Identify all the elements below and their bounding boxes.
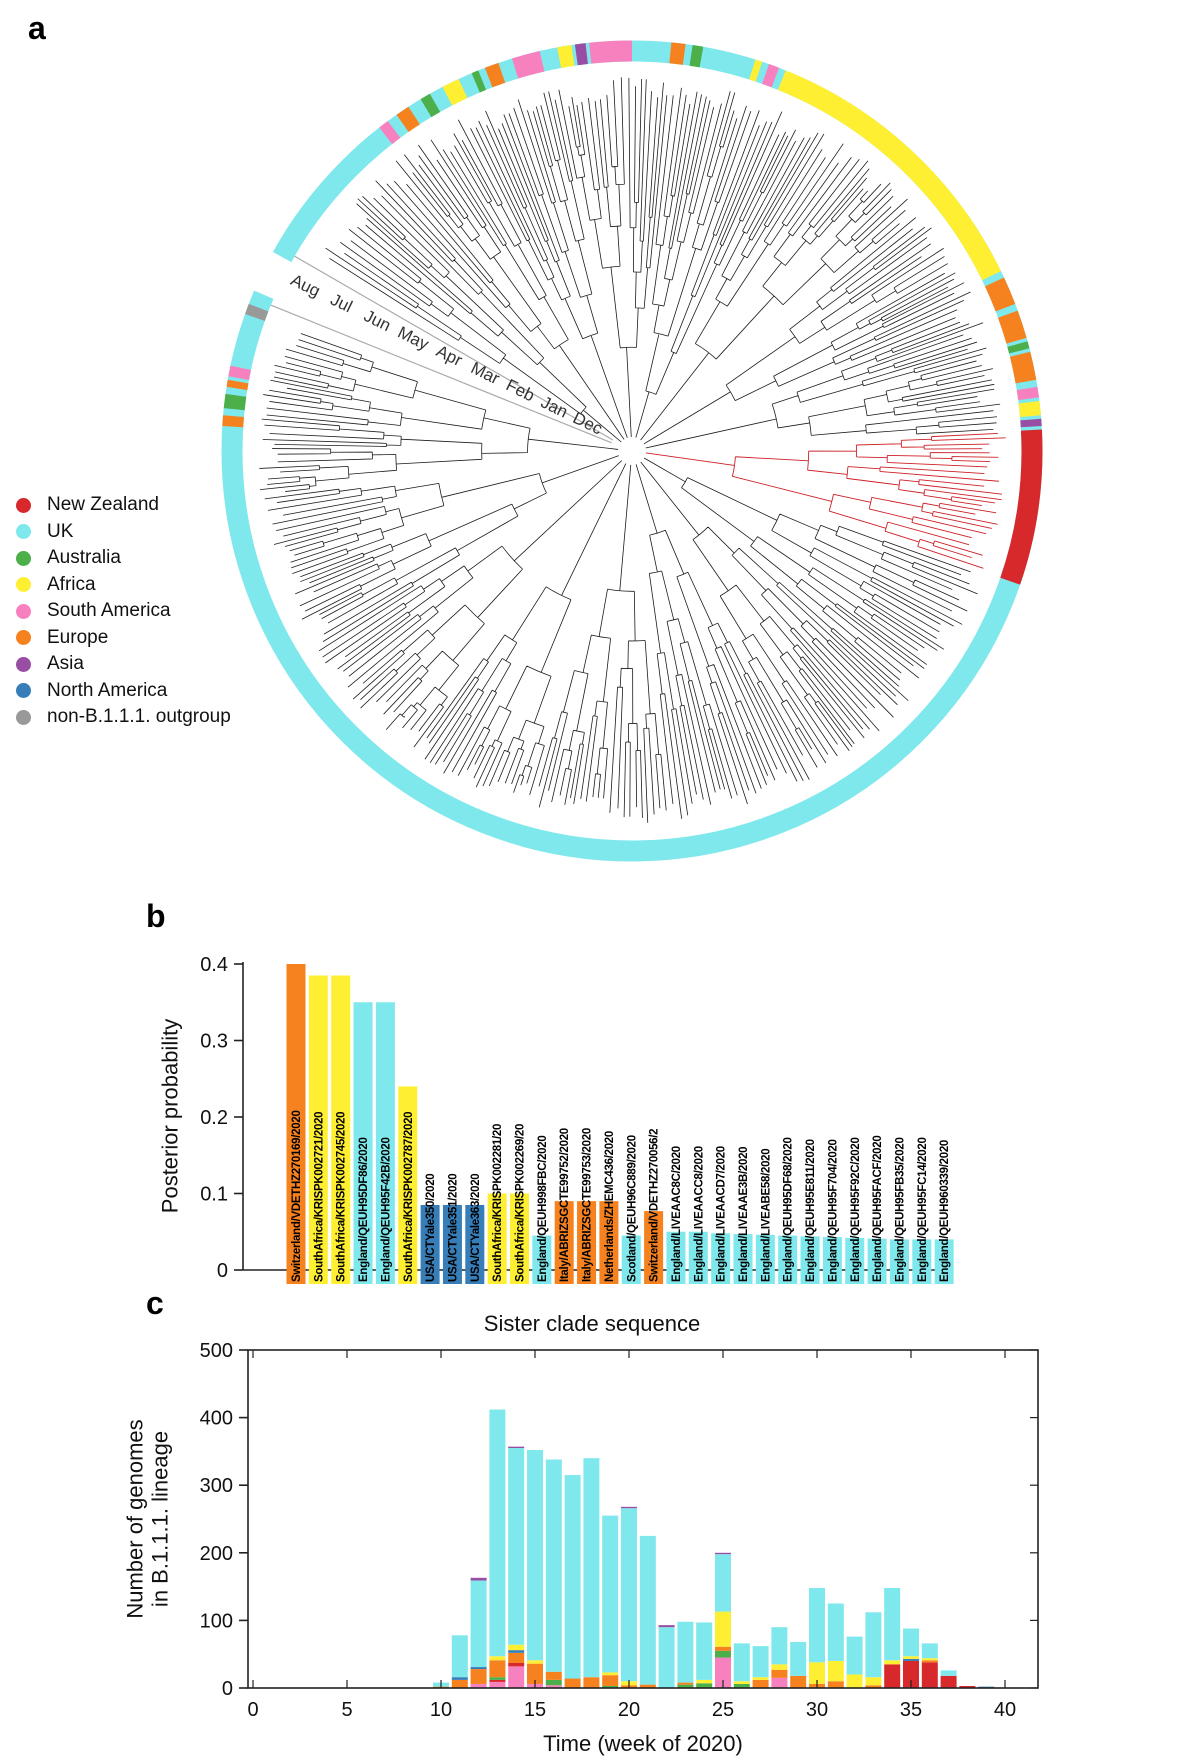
ring-gap [264, 257, 282, 295]
c-bar-segment-new_zealand [922, 1662, 938, 1688]
ring-segment-south_america [1027, 388, 1029, 398]
panel-c-xlabel: Time (week of 2020) [543, 1731, 743, 1756]
b-bar-label: SouthAfrica/KRISPK002721/2020 [313, 1111, 326, 1282]
ring-segment-australia [1017, 344, 1019, 351]
legend-label: Australia [47, 547, 121, 569]
ring-segment-asia [576, 54, 586, 55]
month-label: May [394, 322, 432, 354]
panel-c-chart [200, 1340, 1038, 1721]
c-bar-segment-africa [903, 1656, 919, 1659]
c-bar-segment-europe [602, 1675, 618, 1686]
b-bar-label: SouthAfrica/KRISPK002745/2020 [335, 1111, 348, 1282]
legend-item [16, 651, 231, 678]
legend-label: UK [47, 520, 74, 542]
c-bar-segment-africa [734, 1681, 750, 1684]
legend-dot-africa [16, 577, 31, 592]
b-bar-label: England/QEUH95FC14/2020 [916, 1137, 929, 1282]
c-bar-segment-uk [621, 1508, 637, 1681]
c-bar-segment-asia [715, 1553, 731, 1554]
b-bar-label: England/QEUH95F92C/2020 [849, 1137, 862, 1282]
c-bar-segment-uk [602, 1516, 618, 1673]
b-bar-label: Italy/ABRIZSGCTE99753/2020 [581, 1128, 594, 1282]
c-bar-segment-uk [941, 1670, 957, 1675]
legend-dot-asia [16, 657, 31, 672]
b-bar-label: England/LIVEAAE3B/2020 [738, 1146, 750, 1282]
legend-item [16, 704, 231, 731]
tree-branches [259, 77, 1000, 822]
b-bar-label: USA/CTYale351/2020 [447, 1173, 460, 1282]
c-bar-segment-europe [790, 1676, 806, 1688]
b-bar-label: England/QEUH95FACF/2020 [872, 1135, 885, 1282]
c-bar-segment-uk [565, 1475, 581, 1678]
c-bar-segment-africa [508, 1645, 524, 1650]
ring-segment-south_america [590, 51, 632, 53]
month-label: Aug [287, 270, 324, 301]
legend-label: Europe [47, 626, 109, 648]
c-bar-segment-africa [922, 1658, 938, 1660]
c-bar-segment-africa [865, 1677, 881, 1685]
panel-b-label: b [146, 898, 166, 934]
c-bar-segment-europe [489, 1660, 505, 1677]
c-x-tick-label: 15 [523, 1699, 547, 1721]
c-y-tick-label: 0 [221, 1678, 233, 1700]
c-bar-segment-uk [847, 1637, 863, 1675]
month-label: Mar [467, 358, 503, 389]
c-y-tick-label: 200 [199, 1542, 233, 1565]
ring-segment-europe [233, 416, 234, 426]
c-bar-segment-uk [659, 1627, 675, 1688]
month-label: Apr [433, 341, 466, 371]
c-bar-segment-uk [753, 1646, 769, 1677]
c-bar-segment-europe [715, 1647, 731, 1651]
c-bar-segment-north_america [471, 1667, 487, 1669]
legend-dot-north_america [16, 683, 31, 698]
ring-segment-europe [995, 282, 1006, 308]
ring-segment-europe [489, 73, 502, 78]
ring-segment-south_america [515, 61, 542, 68]
legend-label: Africa [47, 573, 96, 595]
legend-item [16, 545, 231, 572]
b-bar-label: England/QEUH95DF86/2020 [358, 1137, 371, 1282]
c-bar-segment-australia [546, 1680, 562, 1685]
ring-segment-europe [1008, 314, 1017, 341]
ring-segment-outgroup [255, 308, 259, 318]
c-bar-segment-uk [452, 1635, 468, 1677]
c-bar-segment-new_zealand [489, 1680, 505, 1682]
c-bar-segment-europe [546, 1672, 562, 1680]
b-bar-label: USA/CTYale350/2020 [425, 1173, 438, 1282]
phylogenetic-tree [259, 77, 1005, 822]
ring-segment-europe [403, 116, 415, 124]
c-bar-segment-europe [452, 1680, 468, 1688]
c-bar-segment-africa [696, 1680, 712, 1683]
ring-segment-africa [752, 70, 759, 72]
c-bar-segment-uk [489, 1409, 505, 1656]
c-bar-segment-uk [809, 1588, 825, 1662]
legend-dot-australia [16, 551, 31, 566]
c-y-tick-label: 500 [199, 1340, 233, 1362]
c-bar-segment-south_america [489, 1682, 505, 1688]
panel-c-ylabel-line1: Number of genomes [122, 1419, 148, 1619]
legend-label: South America [47, 600, 171, 622]
c-bar-segment-europe [922, 1660, 938, 1662]
c-bar-segment-asia [471, 1578, 487, 1581]
legend-item [16, 572, 231, 599]
c-bar-segment-uk [865, 1612, 881, 1677]
b-bar-label: England/LIVEAAC8C/2020 [670, 1146, 683, 1282]
legend-item [16, 598, 231, 625]
month-label: Jul [327, 289, 356, 317]
legend-dot-outgroup [16, 710, 31, 725]
panel-c-ylabel [123, 1419, 174, 1618]
b-bar-label: England/LIVEAACD7/2020 [715, 1146, 728, 1282]
c-bar-segment-europe [753, 1680, 769, 1688]
b-bar-label: England/LIVEAACC8/2020 [693, 1146, 706, 1282]
b-bar-label: England/QEUH998FBC/2020 [536, 1135, 549, 1282]
legend-label: Asia [47, 653, 84, 675]
c-bar-segment-africa [828, 1661, 844, 1681]
b-y-tick-label: 0.4 [200, 954, 228, 976]
c-x-tick-label: 5 [341, 1699, 353, 1721]
c-x-tick-label: 20 [617, 1699, 641, 1721]
c-bar-segment-uk [546, 1460, 562, 1672]
b-bar-label: England/QEUH95F704/2020 [827, 1139, 840, 1282]
month-label: Dec [569, 408, 606, 439]
legend-item [16, 492, 231, 519]
c-x-tick-label: 0 [247, 1699, 259, 1721]
b-bar-label: SouthAfrica/KRISPK002787/2020 [402, 1111, 415, 1282]
b-bar-label: England/QEUH95FB35/2020 [894, 1137, 907, 1282]
c-bar-segment-north_america [903, 1659, 919, 1661]
panel-c-ylabel-line2: in B.1.1.1. lineage [148, 1430, 173, 1608]
b-bar-label: USA/CTYale363/2020 [469, 1173, 482, 1282]
c-bar-segment-uk [583, 1458, 599, 1677]
c-bar-segment-uk [790, 1642, 806, 1676]
ring-segment-africa [559, 55, 573, 57]
c-x-tick-label: 25 [711, 1699, 735, 1721]
c-bar-segment-new_zealand [884, 1664, 900, 1688]
ring-segment-australia [426, 103, 435, 108]
c-bar-segment-south_america [508, 1666, 524, 1688]
legend-item [16, 625, 231, 652]
c-bar-segment-africa [715, 1612, 731, 1647]
b-y-tick-label: 0 [216, 1260, 228, 1282]
c-y-tick-label: 400 [199, 1407, 233, 1430]
c-bar-segment-uk [884, 1588, 900, 1660]
ring-segment-europe [1020, 354, 1026, 381]
panel-c-label: c [146, 1285, 164, 1321]
c-bar-segment-uk [922, 1643, 938, 1658]
b-bar-label: Italy/ABRIZSGCTE99752/2020 [559, 1128, 572, 1282]
c-bar-segment-uk [734, 1643, 750, 1681]
b-bar-label: England/QEUH960339/2020 [939, 1139, 952, 1282]
region-legend [16, 492, 231, 731]
c-x-tick-label: 30 [805, 1699, 829, 1721]
b-bar-label: England/LIVEABE58/2020 [760, 1148, 773, 1282]
c-bar-segment-europe [508, 1653, 524, 1663]
ring-segment-australia [234, 395, 236, 409]
b-bar-label: England/QEUH95DF68/2020 [782, 1137, 795, 1282]
c-bar-segment-uk [715, 1554, 731, 1611]
c-bar-segment-europe [677, 1683, 693, 1685]
ring-segment-australia [476, 80, 482, 83]
c-bar-segment-uk [696, 1622, 712, 1679]
c-bar-segment-uk [508, 1448, 524, 1645]
month-label: Jun [360, 306, 394, 336]
c-bar-segment-uk [771, 1627, 787, 1664]
panel-b-ylabel: Posterior probability [157, 1018, 183, 1214]
c-bar-segment-europe [583, 1677, 599, 1688]
panel-b-xlabel: Sister clade sequence [483, 1311, 701, 1336]
c-bar-segment-australia [715, 1651, 731, 1658]
b-y-tick-label: 0.3 [200, 1030, 228, 1053]
c-bar-segment-north_america [452, 1677, 468, 1680]
panel-a-label: a [28, 10, 46, 46]
c-bar-segment-uk [527, 1450, 543, 1660]
ring-segment-new_zealand [1010, 430, 1032, 581]
c-bar-segment-europe [771, 1670, 787, 1678]
legend-dot-new_zealand [16, 498, 31, 513]
c-bar-segment-africa [527, 1660, 543, 1663]
legend-dot-south_america [16, 604, 31, 619]
c-bar-segment-asia [659, 1625, 675, 1627]
ring-segment-europe [237, 382, 238, 389]
c-bar-segment-north_america [508, 1650, 524, 1653]
c-bar-segment-africa [847, 1674, 863, 1688]
c-bar-segment-africa [771, 1664, 787, 1669]
legend-label: North America [47, 679, 168, 701]
c-bar-segment-asia [621, 1507, 637, 1508]
b-y-tick-label: 0.1 [200, 1183, 228, 1206]
b-bar-label: Scotland/QEUH96C889/2020 [626, 1135, 639, 1282]
ring-segment-south_america [239, 368, 241, 378]
c-y-tick-label: 100 [199, 1610, 233, 1633]
c-bar-segment-uk [471, 1581, 487, 1668]
legend-item [16, 678, 231, 705]
c-bar-segment-africa [753, 1677, 769, 1680]
ring-segment-europe [670, 53, 684, 55]
ring-segment-africa [782, 80, 992, 276]
panel-b-chart [200, 954, 953, 1284]
b-bar-label: SouthAfrica/KRISPK002281/20 [492, 1123, 505, 1282]
b-bar-label: Switzerland/VDETHZ270056/2 [648, 1128, 661, 1282]
ring-segment-south_america [386, 129, 394, 135]
c-x-tick-label: 10 [429, 1699, 453, 1721]
c-x-tick-label: 35 [899, 1699, 923, 1721]
c-bar-segment-south_america [771, 1678, 787, 1688]
legend-dot-europe [16, 630, 31, 645]
b-bar-label: England/QEUH95E811/2020 [805, 1139, 818, 1282]
c-bar-segment-europe [565, 1679, 581, 1688]
legend-label: New Zealand [47, 494, 159, 516]
c-bar-segment-europe [471, 1669, 487, 1684]
c-bar-segment-uk [640, 1536, 656, 1685]
ring-segment-africa [447, 88, 463, 96]
legend-dot-uk [16, 524, 31, 539]
c-bar-segment-new_zealand [941, 1676, 957, 1688]
c-y-tick-label: 300 [199, 1475, 233, 1498]
b-bar-label: Switzerland/VDETHZ270169/2020 [291, 1110, 303, 1282]
ring-segment-africa [1029, 402, 1030, 416]
c-bar-segment-africa [602, 1672, 618, 1675]
month-label: Jan [537, 392, 571, 422]
b-bar-label: Netherlands/ZHEMC436/2020 [603, 1130, 616, 1282]
ring-segment-south_america [766, 74, 776, 78]
c-bar-segment-africa [489, 1656, 505, 1660]
b-bar-label: England/QEUH95F42B/2020 [380, 1137, 393, 1282]
region-ring [232, 51, 1032, 851]
c-bar-segment-uk [677, 1622, 693, 1683]
legend-label: non-B.1.1.1. outgroup [47, 706, 231, 728]
c-bar-segment-new_zealand [508, 1663, 524, 1666]
c-x-tick-label: 40 [993, 1699, 1017, 1721]
c-bar-segment-europe [828, 1681, 844, 1688]
c-bar-segment-africa [884, 1660, 900, 1664]
c-bar-segment-uk [903, 1629, 919, 1657]
b-y-tick-label: 0.2 [200, 1107, 228, 1129]
month-label: Feb [502, 375, 538, 406]
b-bar-label: SouthAfrica/KRISPK002269/20 [514, 1123, 527, 1282]
c-bar-segment-asia [508, 1447, 524, 1448]
ring-segment-australia [691, 55, 701, 57]
legend-item [16, 519, 231, 546]
c-bar-segment-uk [828, 1604, 844, 1661]
c-bar-segment-australia [489, 1677, 505, 1680]
